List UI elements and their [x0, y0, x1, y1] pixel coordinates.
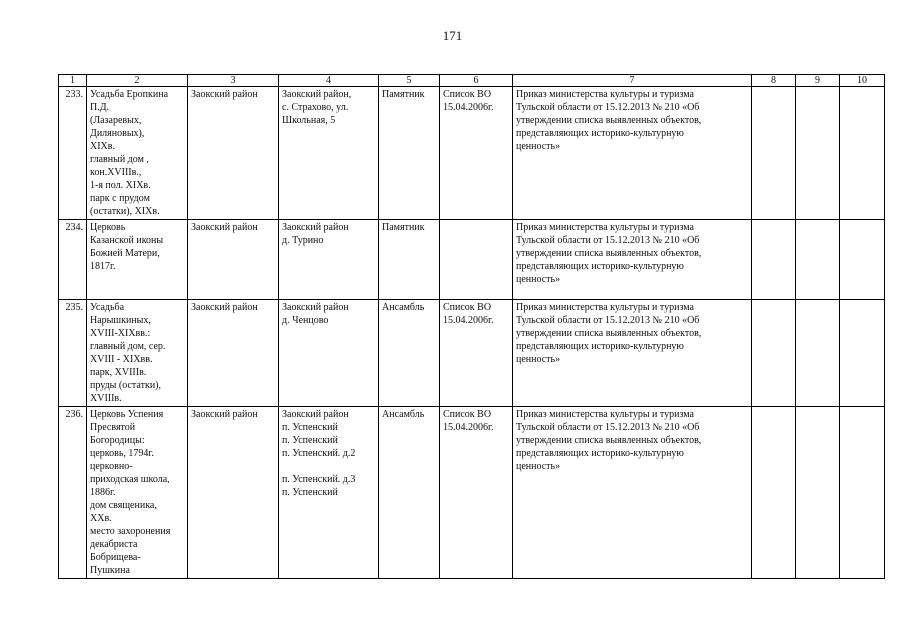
- header-row: [59, 75, 885, 87]
- order-reference: Приказ министерства культуры и туризма Тульской области от 15.12.2013 № 210 «Об утверждении списка выявленных объектов, представляющих историко-культурную ценность»: [513, 407, 752, 579]
- column-10-cell: [840, 220, 885, 300]
- table-row: [59, 407, 885, 579]
- heritage-table: [58, 74, 885, 579]
- address: Заокский район, с. Страхово, ул. Школьная, 5: [279, 87, 379, 220]
- column-header: 8: [752, 75, 796, 87]
- column-header: 9: [796, 75, 840, 87]
- page-number: 171: [442, 28, 463, 43]
- column-10-cell: [840, 407, 885, 579]
- row-number: 236.: [59, 407, 87, 579]
- address: Заокский район п. Успенский п. Успенский п. Успенский. д.2 п. Успенский. д.3 п. Успенский: [279, 407, 379, 579]
- row-number: 234.: [59, 220, 87, 300]
- district: Заокский район: [188, 220, 279, 300]
- row-number: 235.: [59, 300, 87, 407]
- address: Заокский район д. Турино: [279, 220, 379, 300]
- order-reference: Приказ министерства культуры и туризма Тульской области от 15.12.2013 № 210 «Об утверждении списка выявленных объектов, представляющих историко-культурную ценность»: [513, 220, 752, 300]
- column-9-cell: [796, 220, 840, 300]
- table-row: [59, 220, 885, 300]
- column-header: 7: [513, 75, 752, 87]
- district: Заокский район: [188, 87, 279, 220]
- column-10-cell: [840, 87, 885, 220]
- object-name: Усадьба Нарышкиных, XVIII-XIXвв.: главный дом, сер. XVIII - XIXвв. парк, XVIIIв. пруды (остатки), XVIIIв.: [87, 300, 188, 407]
- object-type: Ансамбль: [379, 407, 440, 579]
- district: Заокский район: [188, 300, 279, 407]
- list-reference: [440, 220, 513, 300]
- column-header: 6: [440, 75, 513, 87]
- column-8-cell: [752, 87, 796, 220]
- column-header: 2: [87, 75, 188, 87]
- column-9-cell: [796, 300, 840, 407]
- column-10-cell: [840, 300, 885, 407]
- list-reference: Список ВО 15.04.2006г.: [440, 300, 513, 407]
- column-9-cell: [796, 407, 840, 579]
- column-header: 4: [279, 75, 379, 87]
- object-type: Памятник: [379, 87, 440, 220]
- column-8-cell: [752, 300, 796, 407]
- table-row: [59, 87, 885, 220]
- district: Заокский район: [188, 407, 279, 579]
- order-reference: Приказ министерства культуры и туризма Тульской области от 15.12.2013 № 210 «Об утверждении списка выявленных объектов, представляющих историко-культурную ценность»: [513, 300, 752, 407]
- object-name: Церковь Казанской иконы Божией Матери, 1817г.: [87, 220, 188, 300]
- column-8-cell: [752, 220, 796, 300]
- column-header: 1: [59, 75, 87, 87]
- object-type: Памятник: [379, 220, 440, 300]
- column-header: 10: [840, 75, 885, 87]
- object-name: Церковь Успения Пресвятой Богородицы: церковь, 1794г. церковно- приходская школа, 1886г. дом священика, XXв. место захоронения декабриста Бобрищева- Пушкина: [87, 407, 188, 579]
- object-name: Усадьба Еропкина П.Д. (Лазаревых, Диляновых), XIXв. главный дом , кон.XVIIIв., 1-я пол. XIXв. парк с прудом (остатки), XIXв.: [87, 87, 188, 220]
- order-reference: Приказ министерства культуры и туризма Тульской области от 15.12.2013 № 210 «Об утверждении списка выявленных объектов, представляющих историко-культурную ценность»: [513, 87, 752, 220]
- list-reference: Список ВО 15.04.2006г.: [440, 407, 513, 579]
- list-reference: Список ВО 15.04.2006г.: [440, 87, 513, 220]
- table-row: [59, 300, 885, 407]
- column-header: 5: [379, 75, 440, 87]
- address: Заокский район д. Ченцово: [279, 300, 379, 407]
- object-type: Ансамбль: [379, 300, 440, 407]
- row-number: 233.: [59, 87, 87, 220]
- column-header: 3: [188, 75, 279, 87]
- column-9-cell: [796, 87, 840, 220]
- column-8-cell: [752, 407, 796, 579]
